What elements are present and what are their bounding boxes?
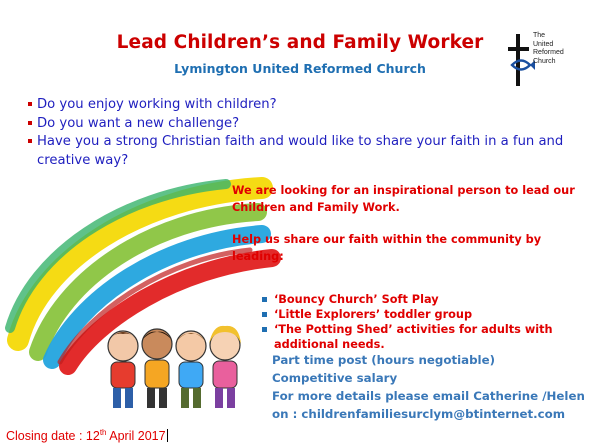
text-cursor xyxy=(167,429,168,442)
activity-item: ‘Little Explorers’ toddler group xyxy=(262,307,592,322)
question-item: Have you a strong Christian faith and would like to share your faith in a fun and creative way? xyxy=(28,133,588,170)
job-details xyxy=(272,351,592,423)
poster-title: Lead Children’s and Family Worker xyxy=(116,32,484,53)
closing-prefix: Closing date : 12 xyxy=(6,429,100,444)
logo-wordmark xyxy=(533,32,564,66)
activity-item: ‘Bouncy Church’ Soft Play xyxy=(262,292,592,307)
logo-line: Reformed xyxy=(533,49,564,56)
question-item: Do you enjoy working with children? xyxy=(28,96,588,115)
activity-item: ‘The Potting Shed’ activities for adults with additional needs. xyxy=(262,322,592,352)
church-name: Lymington United Reformed Church xyxy=(174,61,426,76)
urc-logo xyxy=(505,30,567,92)
question-item: Do you want a new challenge? xyxy=(28,115,588,134)
detail-line: Competitive salary xyxy=(272,371,398,385)
children-cartoon-icon xyxy=(95,318,255,418)
detail-line: For more details please email Catherine /Helen xyxy=(272,389,585,403)
detail-line: on : childrenfamiliesurclym@btinternet.com xyxy=(272,407,566,421)
help-paragraph: Help us share our faith within the community by leading: xyxy=(232,233,542,263)
activity-list xyxy=(262,292,592,352)
closing-ordinal: th xyxy=(99,428,107,437)
detail-line: Part time post (hours negotiable) xyxy=(272,353,495,367)
closing-rest: April 2017 xyxy=(106,429,166,444)
logo-line: The xyxy=(533,32,546,39)
closing-date xyxy=(6,428,168,443)
logo-line: United xyxy=(533,40,554,48)
looking-paragraph: We are looking for an inspirational person to lead our Children and Family Work. xyxy=(232,184,575,214)
logo-line: Church xyxy=(533,57,556,65)
